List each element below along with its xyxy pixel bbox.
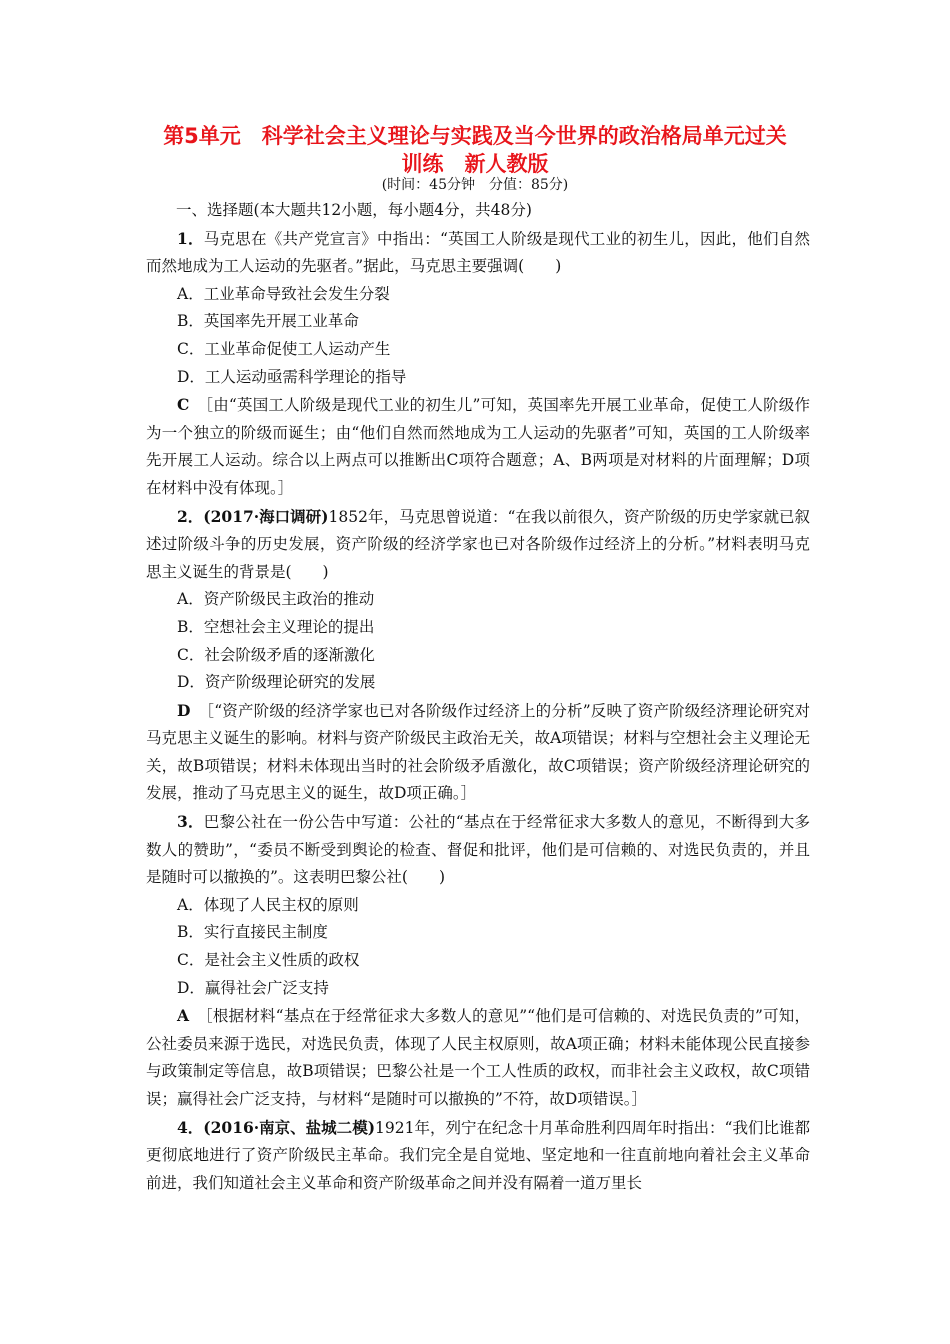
question-2 — [146, 503, 810, 587]
option-c: C．社会阶级矛盾的逐渐激化 — [177, 645, 375, 664]
option-d: D．工人运动亟需科学理论的指导 — [177, 367, 407, 386]
answer-letter: D — [177, 700, 191, 720]
question-stem: 1852年，马克思曾说道：“在我以前很久，资产阶级的历史学家就已叙述过阶级斗争的历史发展，资产阶级的经济学家也已对各阶级作过经济上的分析。”材料表明马克思主义诞生的背景是( ) — [146, 507, 810, 581]
answer-1 — [146, 391, 810, 502]
option-d: D．资产阶级理论研究的发展 — [177, 673, 376, 692]
question-3 — [146, 808, 810, 892]
question-source: (2017·海口调研) — [203, 506, 329, 526]
option-b: B．空想社会主义理论的提出 — [177, 617, 375, 636]
question-stem: 马克思在《共产党宣言》中指出：“英国工人阶级是现代工业的初生儿，因此，他们自然而然地成为工人运动的先驱者。”据此，马克思主要强调( ) — [146, 229, 810, 276]
question-number: 3． — [177, 812, 204, 832]
question-source: (2016·南京、盐城二模) — [203, 1117, 376, 1137]
question-4 — [146, 1114, 810, 1198]
answer-explanation: ［“资产阶级的经济学家也已对各阶级作过经济上的分析”反映了资产阶级经济理论研究对马克思主义诞生的影响。材料与资产阶级民主政治无关，故A项错误；材料与空想社会主义理论无关，故B项错误；材料未体现出当时的社会阶级矛盾激化，故C项错误；资产阶级经济理论研究的发展，推动了马克思主义的诞生，故D项正确。］ — [146, 701, 810, 803]
answer-letter: C — [177, 395, 190, 415]
option-a: A．工业革命导致社会发生分裂 — [177, 284, 390, 303]
option-d: D．赢得社会广泛支持 — [177, 978, 329, 997]
option-b: B．英国率先开展工业革命 — [177, 312, 359, 331]
answer-letter: A — [177, 1006, 190, 1026]
title-line-1: 第5单元 科学社会主义理论与实践及当今世界的政治格局单元过关 — [163, 124, 787, 148]
question-1 — [146, 225, 810, 281]
question-number: 1． — [177, 228, 204, 248]
question-stem: 1921年，列宁在纪念十月革命胜利四周年时指出：“我们比谁都更彻底地进行了资产阶级民主革命。我们完全是自觉地、坚定地和一往直前地向着社会主义革命前进，我们知道社会主义革命和资产阶级革命之间并没有隔着一道万里长 — [146, 1118, 810, 1192]
section-heading: 一、选择题(本大题共12小题，每小题4分，共48分) — [176, 201, 532, 219]
option-c: C．工业革命促使工人运动产生 — [177, 339, 391, 358]
option-a: A．体现了人民主权的原则 — [177, 895, 359, 914]
document-body — [146, 197, 810, 1197]
answer-2 — [146, 697, 810, 808]
time-score-info: (时间：45分钟 分值：85分) — [381, 177, 569, 193]
answer-explanation: ［由“英国工人阶级是现代工业的初生儿”可知，英国率先开展工业革命，促使工人阶级作为一个独立的阶级而诞生；由“他们自然而然地成为工人运动的先驱者”可知，英国的工人阶级率先开展工人运动。综合以上两点可以推断出C项符合题意；A、B两项是对材料的片面理解；D项在材料中没有体现。］ — [146, 396, 810, 497]
title-line-2: 训练 新人教版 — [401, 152, 549, 176]
option-b: B．实行直接民主制度 — [177, 923, 328, 942]
answer-explanation: ［根据材料“基点在于经常征求大多数人的意见”“他们是可信赖的、对选民负责的”可知，公社委员来源于选民，对选民负责，体现了人民主权原则，故A项正确；材料未能体现公民直接参与政策制定等信息，故B项错误；巴黎公社是一个工人性质的政权，而非社会主义政权，故C项错误；赢得社会广泛支持，与材料“是随时可以撤换的”不符，故D项错误。］ — [146, 1007, 810, 1108]
question-number: 2． — [177, 506, 204, 526]
question-stem: 巴黎公社在一份公告中写道：公社的“基点在于经常征求大多数人的意见，不断得到大多数人的赞助”，“委员不断受到舆论的检查、督促和批评，他们是可信赖的、对选民负责的，并且是随时可以撤换的”。这表明巴黎公社( ) — [146, 813, 810, 887]
document-title — [100, 122, 850, 178]
answer-3 — [146, 1002, 810, 1113]
option-c: C．是社会主义性质的政权 — [177, 951, 360, 970]
question-number: 4． — [177, 1117, 204, 1137]
option-a: A．资产阶级民主政治的推动 — [177, 590, 375, 609]
